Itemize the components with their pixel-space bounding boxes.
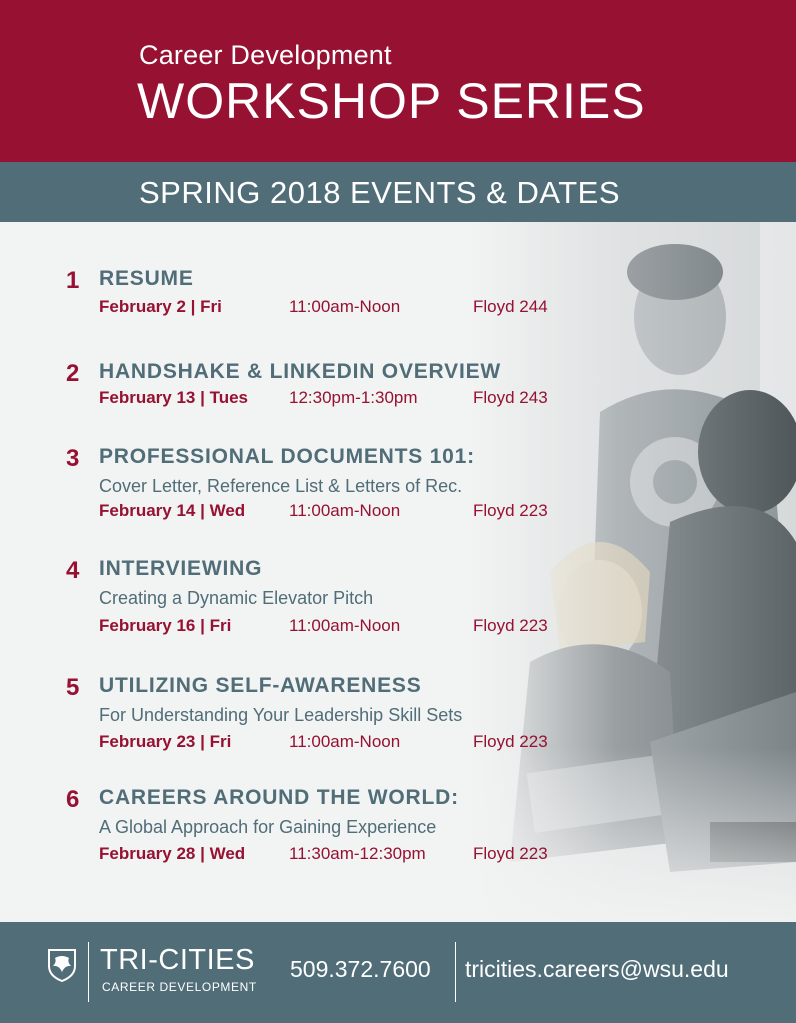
logo-divider: [88, 942, 89, 1002]
event-title: CAREERS AROUND THE WORLD:: [99, 786, 459, 809]
event-room: Floyd 223: [473, 844, 548, 863]
event-title: PROFESSIONAL DOCUMENTS 101:: [99, 445, 475, 468]
email-address[interactable]: tricities.careers@wsu.edu: [465, 956, 729, 982]
students-photo: [470, 222, 796, 922]
event-title: UTILIZING SELF-AWARENESS: [99, 674, 422, 697]
event-time: 12:30pm-1:30pm: [289, 388, 418, 407]
event-title: HANDSHAKE & LINKEDIN OVERVIEW: [99, 360, 502, 383]
event-title: RESUME: [99, 267, 194, 290]
event-number: 1: [66, 267, 80, 294]
event-time: 11:30am-12:30pm: [289, 844, 426, 863]
season-heading: SPRING 2018 EVENTS & DATES: [139, 175, 621, 210]
phone-number[interactable]: 509.372.7600: [290, 956, 431, 982]
event-room: Floyd 223: [473, 501, 548, 520]
event-number: 3: [66, 445, 80, 472]
event-date: February 28 | Wed: [99, 844, 246, 863]
event-subtitle: Creating a Dynamic Elevator Pitch: [99, 588, 374, 608]
event-number: 5: [66, 674, 80, 701]
event-date: February 23 | Fri: [99, 732, 232, 751]
event-room: Floyd 223: [473, 616, 548, 635]
event-number: 2: [66, 360, 80, 387]
event-time: 11:00am-Noon: [289, 501, 401, 520]
event-subtitle: A Global Approach for Gaining Experience: [99, 817, 437, 837]
event-title: INTERVIEWING: [99, 557, 263, 580]
event-number: 4: [66, 557, 80, 584]
season-band: [0, 162, 796, 222]
page-title: WORKSHOP SERIES: [137, 73, 646, 129]
event-number: 6: [66, 786, 80, 813]
org-name: TRI-CITIES: [100, 944, 255, 976]
org-subtitle: CAREER DEVELOPMENT: [102, 980, 257, 994]
event-room: Floyd 223: [473, 732, 548, 751]
event-date: February 13 | Tues: [99, 388, 248, 407]
contact-divider: [455, 942, 456, 1002]
cougar-shield-icon: [47, 948, 77, 987]
event-date: February 14 | Wed: [99, 501, 246, 520]
event-time: 11:00am-Noon: [289, 616, 401, 635]
header-kicker: Career Development: [139, 40, 392, 70]
event-time: 11:00am-Noon: [289, 732, 401, 751]
event-date: February 16 | Fri: [99, 616, 232, 635]
header-banner: [0, 0, 796, 162]
event-room: Floyd 244: [473, 297, 548, 316]
event-subtitle: Cover Letter, Reference List & Letters of Rec.: [99, 476, 463, 496]
event-subtitle: For Understanding Your Leadership Skill Sets: [99, 705, 463, 725]
event-date: February 2 | Fri: [99, 297, 222, 316]
event-room: Floyd 243: [473, 388, 548, 407]
event-time: 11:00am-Noon: [289, 297, 401, 316]
footer: [0, 922, 796, 1023]
